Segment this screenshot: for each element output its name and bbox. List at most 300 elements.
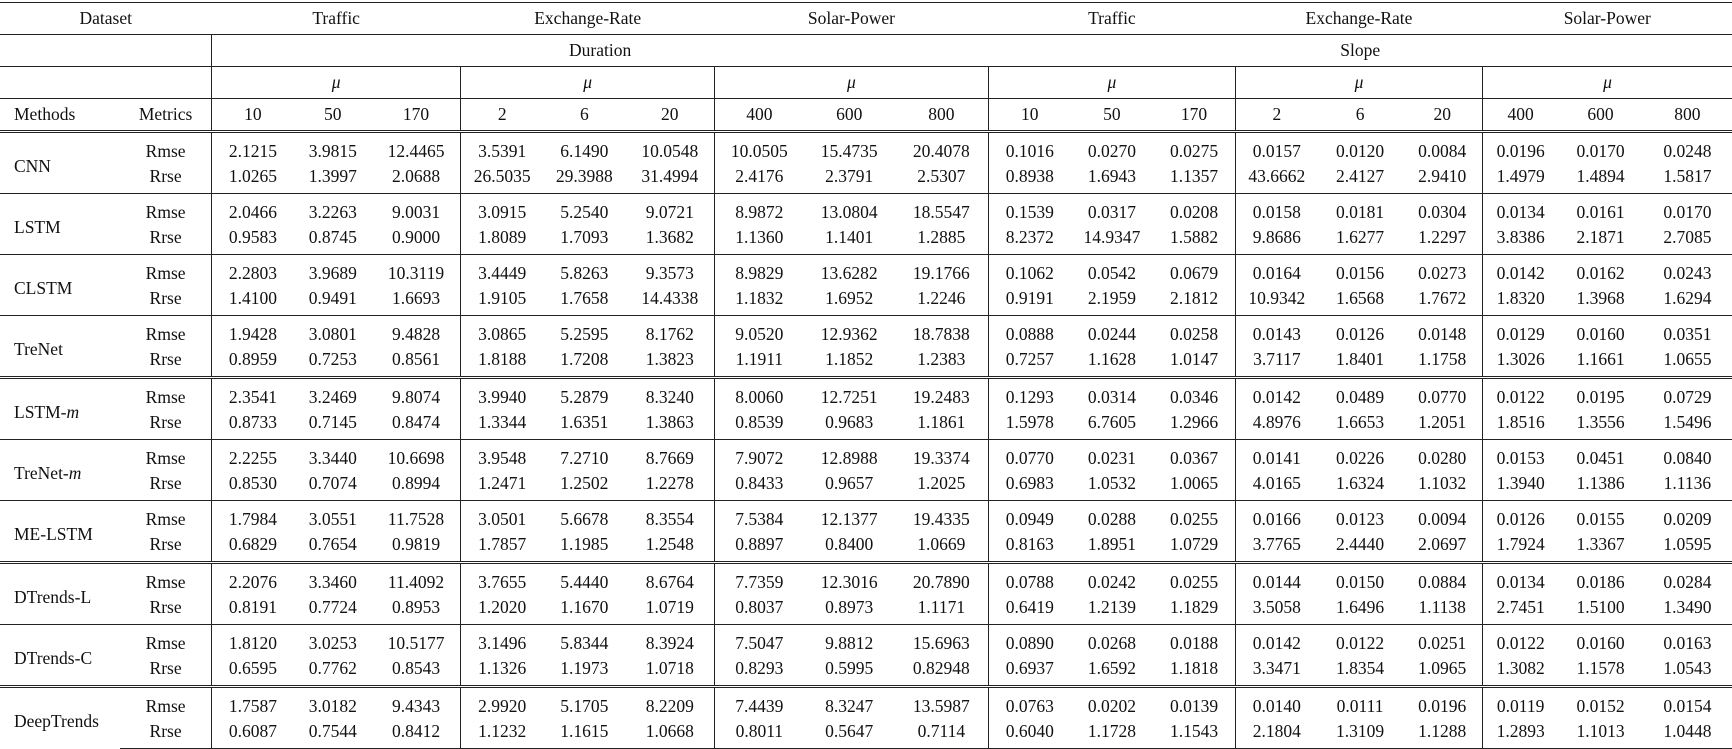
value-cell: 0.0244 xyxy=(1071,316,1153,348)
value-cell: 9.4343 xyxy=(372,687,461,720)
value-cell: 1.8354 xyxy=(1336,658,1385,678)
value-cell: 0.7074 xyxy=(308,473,357,493)
value-cell: 1.2966 xyxy=(1169,412,1219,432)
value-cell: 10.6698 xyxy=(372,440,461,472)
value-cell: 1.0265 xyxy=(211,164,293,194)
value-cell: 0.8938 xyxy=(988,164,1070,194)
value-cell: 0.0157 xyxy=(1235,132,1317,165)
value-cell: 1.7672 xyxy=(1418,288,1467,308)
value-cell: 1.8089 xyxy=(461,225,543,255)
value-cell: 0.0258 xyxy=(1153,316,1235,348)
value-cell: 0.1293 xyxy=(988,378,1070,411)
dataset-name: Solar-Power xyxy=(1483,3,1732,35)
value-cell: 0.0270 xyxy=(1071,132,1153,165)
value-cell: 9.8812 xyxy=(804,625,895,657)
value-cell: 3.8386 xyxy=(1483,225,1559,255)
value-cell: 3.1496 xyxy=(461,625,543,657)
value-cell: 7.5047 xyxy=(715,625,804,657)
value-cell: 1.3823 xyxy=(645,349,694,369)
value-cell: 1.8188 xyxy=(461,347,543,378)
value-cell: 5.2879 xyxy=(543,378,625,411)
value-cell: 2.0688 xyxy=(391,166,441,186)
value-cell: 0.8412 xyxy=(372,719,461,749)
value-cell: 2.4127 xyxy=(1336,166,1385,186)
value-cell: 1.0718 xyxy=(645,658,694,678)
dataset-header-row xyxy=(0,3,1732,35)
value-cell: 0.8994 xyxy=(391,473,441,493)
value-cell: 1.3940 xyxy=(1483,471,1559,501)
value-cell: 1.8401 xyxy=(1336,349,1385,369)
method-suffix: m xyxy=(68,462,82,483)
value-cell: 8.9872 xyxy=(715,194,804,226)
param-value: 400 xyxy=(1483,99,1559,132)
method-label: CLSTM xyxy=(14,277,73,298)
value-cell: 0.6087 xyxy=(211,719,293,749)
value-cell: 1.3344 xyxy=(461,410,543,440)
value-cell: 1.1326 xyxy=(461,656,543,687)
value-cell: 1.1136 xyxy=(1663,473,1712,493)
value-cell: 2.0466 xyxy=(211,194,293,226)
value-cell: 0.0119 xyxy=(1483,687,1559,720)
param-value: 50 xyxy=(1071,99,1153,132)
value-cell: 1.0668 xyxy=(626,719,715,749)
value-cell: 0.0763 xyxy=(988,687,1070,720)
value-cell: 0.0196 xyxy=(1483,132,1559,165)
value-cell: 1.5100 xyxy=(1576,597,1625,617)
value-cell: 0.1062 xyxy=(988,255,1070,287)
value-cell: 1.1973 xyxy=(560,658,609,678)
value-cell: 1.6568 xyxy=(1336,288,1385,308)
table-row xyxy=(0,347,1732,378)
results-table-body xyxy=(0,3,1732,749)
value-cell: 1.7208 xyxy=(560,349,609,369)
mu-symbol: μ xyxy=(715,67,989,99)
value-cell: 1.1661 xyxy=(1576,349,1625,369)
metric-name: Rrse xyxy=(149,166,182,186)
dataset-name: Traffic xyxy=(988,3,1235,35)
metric-name: Rrse xyxy=(149,658,182,678)
value-cell: 9.0520 xyxy=(715,316,804,348)
value-cell: 0.0134 xyxy=(1483,563,1559,596)
value-cell: 0.0126 xyxy=(1318,316,1403,348)
value-cell: 3.5058 xyxy=(1235,595,1317,625)
value-cell: 0.0451 xyxy=(1558,440,1643,472)
value-cell: 9.0031 xyxy=(372,194,461,226)
value-cell: 2.2076 xyxy=(211,563,293,596)
value-cell: 0.0679 xyxy=(1153,255,1235,287)
value-cell: 15.4735 xyxy=(804,132,895,165)
value-cell: 11.7528 xyxy=(372,501,461,533)
value-cell: 1.1232 xyxy=(461,719,543,749)
methods-label: Methods xyxy=(0,99,120,132)
value-cell: 0.0840 xyxy=(1643,440,1732,472)
value-cell: 1.4979 xyxy=(1483,164,1559,194)
value-cell: 1.2025 xyxy=(917,473,966,493)
value-cell: 3.9815 xyxy=(294,132,372,165)
value-cell: 1.1032 xyxy=(1418,473,1467,493)
value-cell: 1.2139 xyxy=(1087,597,1136,617)
value-cell: 0.0242 xyxy=(1071,563,1153,596)
value-cell: 4.0165 xyxy=(1235,471,1317,501)
param-value: 10 xyxy=(988,99,1070,132)
value-cell: 0.0288 xyxy=(1071,501,1153,533)
value-cell: 0.0208 xyxy=(1153,194,1235,226)
value-cell: 1.4100 xyxy=(211,286,293,316)
method-label: DeepTrends xyxy=(14,710,99,731)
value-cell: 0.0489 xyxy=(1318,378,1403,411)
param-value: 600 xyxy=(804,99,895,132)
metric-name: Rmse xyxy=(120,440,211,472)
value-cell: 1.2051 xyxy=(1418,412,1467,432)
value-cell: 1.1829 xyxy=(1169,597,1219,617)
value-cell: 0.7762 xyxy=(308,658,357,678)
method-name xyxy=(0,316,120,378)
value-cell: 43.6662 xyxy=(1235,164,1317,194)
value-cell: 0.0141 xyxy=(1235,440,1317,472)
value-cell: 0.0186 xyxy=(1558,563,1643,596)
param-value: 10 xyxy=(211,99,293,132)
value-cell: 0.0181 xyxy=(1318,194,1403,226)
value-cell: 1.6653 xyxy=(1336,412,1385,432)
value-cell: 1.1013 xyxy=(1558,719,1643,749)
value-cell: 0.5647 xyxy=(804,719,895,749)
value-cell: 1.1985 xyxy=(560,534,609,554)
param-value: 20 xyxy=(626,99,715,132)
mu-symbol: μ xyxy=(1483,67,1732,99)
value-cell: 1.0669 xyxy=(917,534,966,554)
value-cell: 1.6952 xyxy=(825,288,874,308)
param-value: 20 xyxy=(1402,99,1482,132)
param-value: 170 xyxy=(1153,99,1235,132)
value-cell: 0.0231 xyxy=(1071,440,1153,472)
value-cell: 0.8953 xyxy=(391,597,441,617)
value-cell: 0.0890 xyxy=(988,625,1070,657)
metric-name: Rmse xyxy=(120,501,211,533)
value-cell: 5.8344 xyxy=(543,625,625,657)
value-cell: 0.0255 xyxy=(1153,501,1235,533)
dataset-name: Exchange-Rate xyxy=(1235,3,1482,35)
value-cell: 0.0164 xyxy=(1235,255,1317,287)
value-cell: 0.0346 xyxy=(1153,378,1235,411)
value-cell: 1.9105 xyxy=(461,286,543,316)
value-cell: 1.2548 xyxy=(645,534,694,554)
value-cell: 19.1766 xyxy=(895,255,988,287)
value-cell: 1.6351 xyxy=(560,412,609,432)
value-cell: 0.0122 xyxy=(1483,378,1559,411)
value-cell: 0.0084 xyxy=(1402,132,1482,165)
value-cell: 1.5496 xyxy=(1663,412,1712,432)
value-cell: 0.9191 xyxy=(988,286,1070,316)
value-cell: 9.0721 xyxy=(626,194,715,226)
method-name xyxy=(0,378,120,440)
value-cell: 3.0501 xyxy=(461,501,543,533)
value-cell: 1.5978 xyxy=(988,410,1070,440)
value-cell: 2.3791 xyxy=(825,166,874,186)
value-cell: 2.5307 xyxy=(917,166,966,186)
value-cell: 0.0158 xyxy=(1235,194,1317,226)
value-cell: 0.6419 xyxy=(988,595,1070,625)
value-cell: 3.2469 xyxy=(294,378,372,411)
method-label: ME-LSTM xyxy=(14,523,93,544)
value-cell: 20.4078 xyxy=(895,132,988,165)
method-name xyxy=(0,625,120,687)
metric-name: Rrse xyxy=(120,719,211,749)
param-value: 2 xyxy=(461,99,543,132)
value-cell: 3.0253 xyxy=(294,625,372,657)
value-cell: 2.1812 xyxy=(1169,288,1219,308)
value-cell: 8.3247 xyxy=(804,687,895,720)
value-cell: 0.0144 xyxy=(1235,563,1317,596)
value-cell: 0.8539 xyxy=(715,410,804,440)
value-cell: 14.4338 xyxy=(641,288,699,308)
value-cell: 1.6592 xyxy=(1087,658,1136,678)
value-cell: 0.8897 xyxy=(715,532,804,563)
value-cell: 1.8516 xyxy=(1483,410,1559,440)
value-cell: 5.2595 xyxy=(543,316,625,348)
value-cell: 1.8120 xyxy=(211,625,293,657)
param-value: 600 xyxy=(1558,99,1643,132)
metric-name: Rmse xyxy=(120,625,211,657)
table-row xyxy=(0,563,1732,596)
value-cell: 0.0156 xyxy=(1318,255,1403,287)
value-cell: 0.7114 xyxy=(895,719,988,749)
value-cell: 1.1832 xyxy=(715,286,804,316)
value-cell: 0.6937 xyxy=(988,656,1070,687)
dataset-name: Solar-Power xyxy=(715,3,989,35)
value-cell: 2.3541 xyxy=(211,378,293,411)
method-name xyxy=(0,132,120,194)
value-cell: 1.1386 xyxy=(1576,473,1625,493)
value-cell: 7.5384 xyxy=(715,501,804,533)
value-cell: 1.0532 xyxy=(1087,473,1136,493)
value-cell: 0.0155 xyxy=(1558,501,1643,533)
value-cell: 0.0160 xyxy=(1558,625,1643,657)
table-row xyxy=(0,255,1732,287)
metric-name: Rmse xyxy=(120,194,211,226)
value-cell: 2.4440 xyxy=(1336,534,1385,554)
table-row xyxy=(0,164,1732,194)
value-cell: 3.7765 xyxy=(1235,532,1317,563)
table-row xyxy=(0,410,1732,440)
value-cell: 1.0719 xyxy=(645,597,694,617)
value-cell: 3.9940 xyxy=(461,378,543,411)
value-cell: 19.2483 xyxy=(895,378,988,411)
value-cell: 0.8400 xyxy=(825,534,874,554)
param-value: 6 xyxy=(1318,99,1403,132)
value-cell: 0.0142 xyxy=(1235,378,1317,411)
value-cell: 0.8433 xyxy=(715,471,804,501)
value-cell: 0.8293 xyxy=(715,656,804,687)
value-cell: 0.0284 xyxy=(1643,563,1732,596)
value-cell: 10.0505 xyxy=(715,132,804,165)
value-cell: 29.3988 xyxy=(555,166,613,186)
value-cell: 0.0255 xyxy=(1153,563,1235,596)
value-cell: 12.9362 xyxy=(804,316,895,348)
group-slope: Slope xyxy=(988,35,1732,67)
value-cell: 18.7838 xyxy=(895,316,988,348)
mu-symbol: μ xyxy=(1235,67,1482,99)
metric-name: Rmse xyxy=(120,255,211,287)
value-cell: 2.7451 xyxy=(1483,595,1559,625)
table-row xyxy=(0,471,1732,501)
results-table xyxy=(0,2,1732,749)
value-cell: 18.5547 xyxy=(895,194,988,226)
value-cell: 0.0123 xyxy=(1318,501,1403,533)
method-name xyxy=(0,440,120,501)
value-cell: 12.4465 xyxy=(372,132,461,165)
value-cell: 13.6282 xyxy=(804,255,895,287)
value-cell: 0.0196 xyxy=(1402,687,1482,720)
value-cell: 1.3490 xyxy=(1663,597,1712,617)
value-cell: 1.2502 xyxy=(560,473,609,493)
value-cell: 0.8530 xyxy=(211,471,293,501)
method-name xyxy=(0,255,120,316)
value-cell: 0.7257 xyxy=(988,347,1070,378)
value-cell: 3.9548 xyxy=(461,440,543,472)
value-cell: 1.0595 xyxy=(1663,534,1712,554)
value-cell: 0.9491 xyxy=(308,288,357,308)
value-cell: 1.0655 xyxy=(1663,349,1712,369)
value-cell: 0.0304 xyxy=(1402,194,1482,226)
value-cell: 10.9342 xyxy=(1235,286,1317,316)
metric-name: Rmse xyxy=(120,378,211,411)
value-cell: 1.3863 xyxy=(645,412,694,432)
value-cell: 0.82948 xyxy=(912,658,970,678)
value-cell: 1.1670 xyxy=(560,597,609,617)
value-cell: 1.1911 xyxy=(715,347,804,378)
value-cell: 11.4092 xyxy=(372,563,461,596)
value-cell: 1.3556 xyxy=(1576,412,1625,432)
value-cell: 1.1543 xyxy=(1153,719,1235,749)
value-cell: 0.0153 xyxy=(1483,440,1559,472)
metric-name: Rrse xyxy=(149,597,182,617)
table-row xyxy=(0,194,1732,226)
method-label: LSTM- xyxy=(14,401,67,422)
metric-name: Rrse xyxy=(149,412,182,432)
param-value: 2 xyxy=(1235,99,1317,132)
value-cell: 5.8263 xyxy=(543,255,625,287)
value-cell: 0.0248 xyxy=(1643,132,1732,165)
value-cell: 0.0770 xyxy=(988,440,1070,472)
value-cell: 14.9347 xyxy=(1083,227,1141,247)
value-cell: 0.0209 xyxy=(1643,501,1732,533)
value-cell: 1.1357 xyxy=(1169,166,1219,186)
value-cell: 1.7924 xyxy=(1483,532,1559,563)
table-row xyxy=(0,501,1732,533)
table-row xyxy=(0,656,1732,687)
method-label: DTrends-C xyxy=(14,647,93,668)
value-cell: 3.0865 xyxy=(461,316,543,348)
value-cell: 0.9000 xyxy=(391,227,441,247)
value-cell: 1.5882 xyxy=(1169,227,1219,247)
value-cell: 0.8037 xyxy=(715,595,804,625)
value-cell: 8.2372 xyxy=(988,225,1070,255)
value-cell: 1.7857 xyxy=(461,532,543,563)
value-cell: 0.0142 xyxy=(1235,625,1317,657)
value-cell: 0.0163 xyxy=(1643,625,1732,657)
value-cell: 8.3924 xyxy=(626,625,715,657)
value-cell: 0.8973 xyxy=(825,597,874,617)
value-cell: 0.0273 xyxy=(1402,255,1482,287)
value-cell: 1.0448 xyxy=(1643,719,1732,749)
mu-header-row xyxy=(0,67,1732,99)
value-cell: 1.8951 xyxy=(1087,534,1136,554)
value-cell: 9.8686 xyxy=(1235,225,1317,255)
value-cell: 1.1861 xyxy=(917,412,966,432)
value-cell: 19.4335 xyxy=(895,501,988,533)
value-cell: 0.0888 xyxy=(988,316,1070,348)
value-cell: 20.7890 xyxy=(895,563,988,596)
mu-symbol: μ xyxy=(211,67,460,99)
method-name xyxy=(0,687,120,749)
value-cell: 0.7724 xyxy=(308,597,357,617)
value-cell: 0.0770 xyxy=(1402,378,1482,411)
value-cell: 2.1215 xyxy=(211,132,293,165)
value-cell: 19.3374 xyxy=(895,440,988,472)
value-cell: 0.8011 xyxy=(715,719,804,749)
value-cell: 13.5987 xyxy=(895,687,988,720)
value-cell: 0.0788 xyxy=(988,563,1070,596)
value-cell: 2.1959 xyxy=(1087,288,1136,308)
value-cell: 31.4994 xyxy=(641,166,699,186)
metrics-label: Metrics xyxy=(120,99,211,132)
value-cell: 7.2710 xyxy=(543,440,625,472)
value-cell: 0.8561 xyxy=(391,349,441,369)
value-cell: 0.8191 xyxy=(211,595,293,625)
value-cell: 12.8988 xyxy=(804,440,895,472)
value-cell: 1.8320 xyxy=(1483,286,1559,316)
value-cell: 3.9689 xyxy=(294,255,372,287)
value-cell: 0.0188 xyxy=(1153,625,1235,657)
method-label: DTrends-L xyxy=(14,586,92,607)
value-cell: 0.0111 xyxy=(1318,687,1403,720)
value-cell: 0.0949 xyxy=(988,501,1070,533)
value-cell: 0.0729 xyxy=(1643,378,1732,411)
empty-cell xyxy=(0,35,211,67)
method-name xyxy=(0,501,120,563)
value-cell: 0.0268 xyxy=(1071,625,1153,657)
value-cell: 1.6496 xyxy=(1336,597,1385,617)
value-cell: 0.7145 xyxy=(308,412,357,432)
value-cell: 2.9410 xyxy=(1418,166,1467,186)
value-cell: 2.1871 xyxy=(1576,227,1625,247)
value-cell: 5.6678 xyxy=(543,501,625,533)
value-cell: 1.2383 xyxy=(917,349,966,369)
metric-name: Rrse xyxy=(149,227,182,247)
value-cell: 1.3968 xyxy=(1576,288,1625,308)
metric-name: Rrse xyxy=(149,534,182,554)
value-cell: 1.1288 xyxy=(1402,719,1482,749)
value-cell: 0.8543 xyxy=(391,658,441,678)
value-cell: 0.0122 xyxy=(1318,625,1403,657)
value-cell: 7.9072 xyxy=(715,440,804,472)
value-cell: 0.6829 xyxy=(211,532,293,563)
value-cell: 1.1360 xyxy=(715,225,804,255)
value-cell: 15.6963 xyxy=(895,625,988,657)
value-cell: 0.0120 xyxy=(1318,132,1403,165)
value-cell: 3.0182 xyxy=(294,687,372,720)
table-row xyxy=(0,316,1732,348)
value-cell: 2.0697 xyxy=(1418,534,1467,554)
value-cell: 0.0542 xyxy=(1071,255,1153,287)
mu-symbol: μ xyxy=(988,67,1235,99)
value-cell: 1.6693 xyxy=(391,288,441,308)
value-cell: 1.3026 xyxy=(1483,347,1559,378)
dataset-label: Dataset xyxy=(0,3,211,35)
value-cell: 0.7544 xyxy=(294,719,372,749)
method-label: TreNet xyxy=(14,338,63,359)
value-cell: 3.3440 xyxy=(294,440,372,472)
